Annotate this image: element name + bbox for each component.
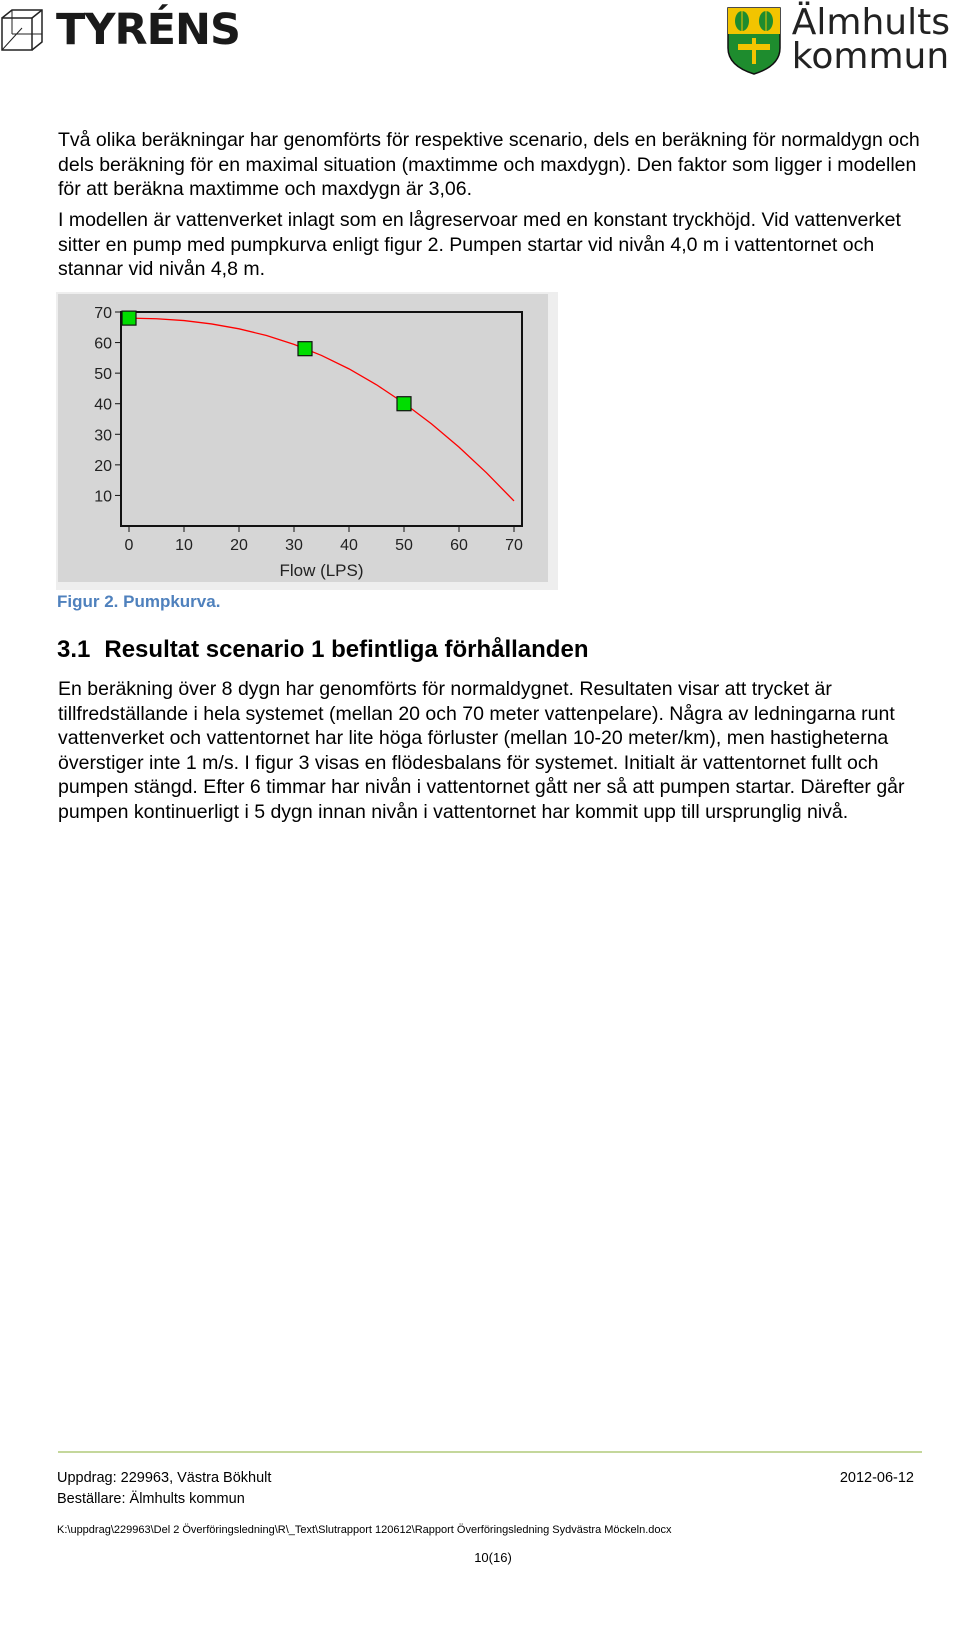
x-tick-label: 30: [285, 537, 303, 554]
footer-date: 2012-06-12: [839, 1470, 914, 1486]
almhult-logo-line2: kommun: [791, 36, 950, 77]
y-tick-label: 70: [94, 305, 112, 322]
tyrens-logo-mark-icon: [0, 8, 44, 52]
curve-control-point: [397, 397, 411, 411]
footer-file-path: K:\uppdrag\229963\Del 2 Överföringsledning\R\_Text\Slutrapport 120612\Rapport Överföringsledning Sydvästra Möckeln.docx: [57, 1524, 672, 1536]
almhult-logo-line1: Älmhults: [791, 1, 950, 43]
pump-curve-figure: [56, 292, 558, 590]
y-tick-label: 20: [94, 457, 112, 475]
tyrens-logo: [0, 6, 240, 54]
y-tick-label: 30: [94, 427, 112, 445]
intro-paragraph-2: I modellen är vattenverket inlagt som en lågreservoar med en konstant tryckhöjd. Vid vattenverket sitter en pump med pumpkurva enligt figur 2. Pumpen startar vid nivån 4,0 m i vattentornet och stannar vid nivån 4,8 m.: [58, 209, 901, 280]
x-tick-label: 40: [340, 537, 358, 554]
curve-control-point: [298, 342, 312, 356]
x-tick-label: 60: [450, 537, 468, 554]
almhult-crest-icon: [724, 4, 784, 76]
footer-assignment: Uppdrag: 229963, Västra Bökhult: [57, 1470, 272, 1486]
x-axis-label: Flow (LPS): [279, 561, 364, 580]
plot-area: [121, 312, 522, 526]
figure-caption: Figur 2. Pumpkurva.: [57, 592, 221, 611]
x-tick-label: 50: [395, 537, 413, 554]
intro-paragraph-1: Två olika beräkningar har genomförts för respektive scenario, dels en beräkning för normaldygn och dels beräkning för en maximal situation (maxtimme och maxdygn). Den faktor som ligger i modellen för att beräkna maxtimme och maxdygn är 3,06.: [58, 129, 920, 200]
x-tick-label: 70: [505, 537, 523, 554]
curve-control-point: [122, 311, 136, 325]
footer-client: Beställare: Älmhults kommun: [57, 1491, 245, 1507]
results-paragraph: En beräkning över 8 dygn har genomförts för normaldygnet. Resultaten visar att trycket är tillfredställande i hela systemet (mellan 20 och 70 meter vattenpelare). Några av ledningarna runt vattenverket och vattentornet har lite höga förluster (mellan 10-20 meter/km), men hastigheterna överstiger inte 1 m/s. I figur 3 visas en flödesbalans för systemet. Initialt är vattentornet fullt och pumpen stängd. Efter 6 timmar har nivån i vattentornet gått ner så att pumpen startar. Därefter går pumpen kontinuerligt i 5 dygn innan nivån i vattentornet har kommit upp till ursprunglig nivå.: [58, 678, 905, 823]
y-tick-label: 50: [94, 366, 112, 384]
tyrens-logo-text: TYRÉNS: [56, 4, 240, 55]
x-tick-label: 10: [175, 537, 193, 554]
x-tick-label: 20: [230, 537, 248, 554]
y-tick-label: 10: [94, 488, 112, 506]
section-title: Resultat scenario 1 befintliga förhållanden: [104, 636, 589, 663]
y-tick-label: 40: [94, 396, 112, 414]
footer-page-number: 10(16): [474, 1550, 512, 1565]
footer-divider: [58, 1451, 922, 1453]
section-number: 3.1: [57, 636, 91, 663]
x-tick-label: 0: [124, 537, 134, 554]
section-heading: [57, 636, 588, 664]
almhult-logo: [724, 1, 950, 77]
pump-curve-chart: [56, 292, 558, 590]
almhult-logo-text: [791, 1, 950, 77]
y-tick-label: 60: [94, 335, 112, 353]
